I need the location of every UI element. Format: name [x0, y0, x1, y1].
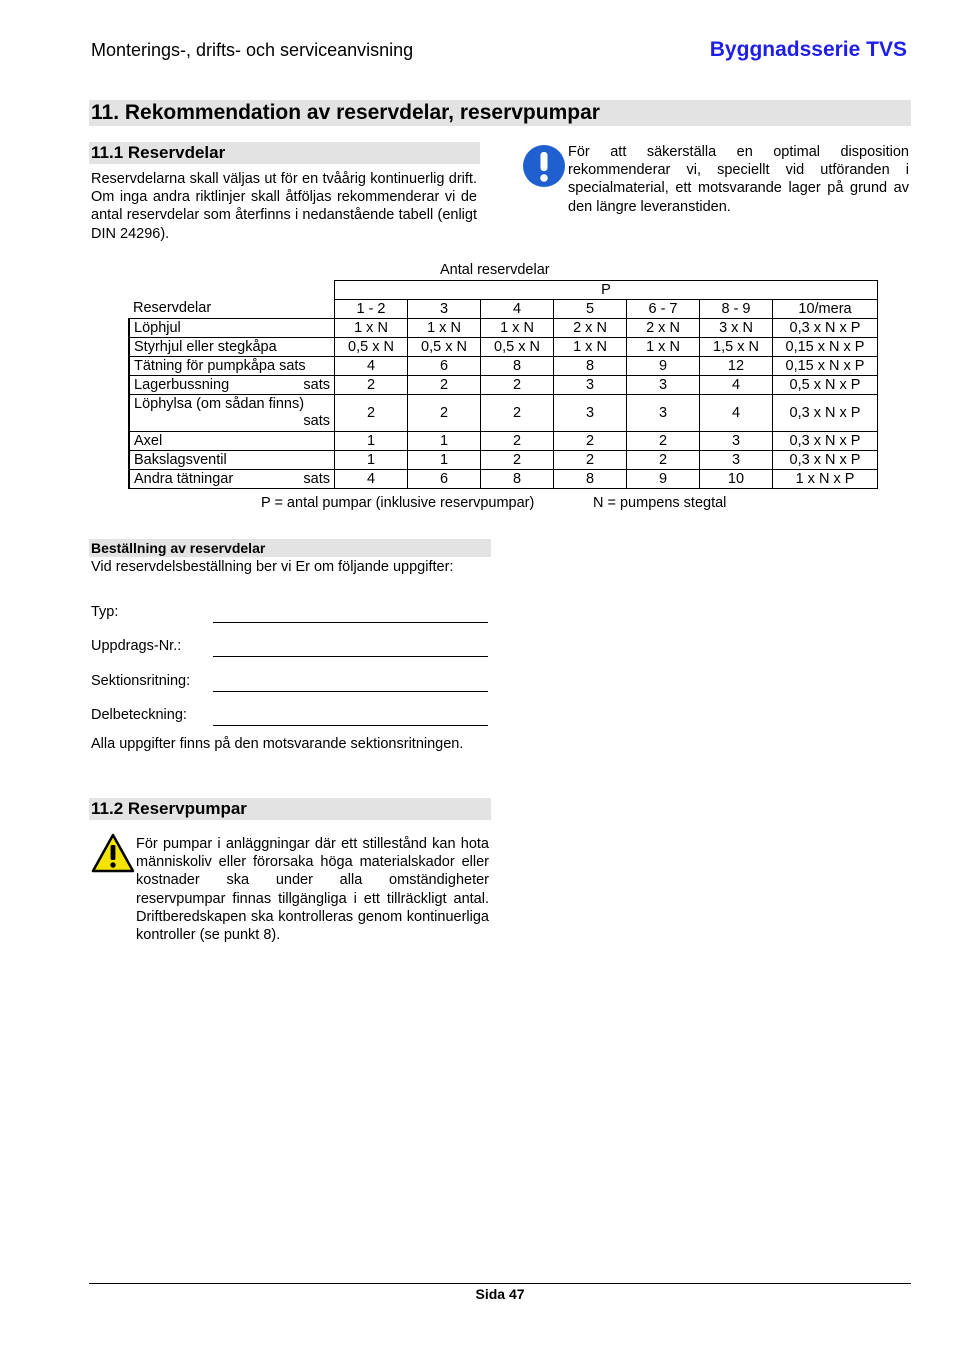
row-label-text: Löphjul — [134, 319, 181, 336]
table-cell: 9 — [627, 357, 700, 376]
column-header: 3 — [408, 300, 481, 319]
subsection-title-reservpumpar: 11.2 Reservpumpar — [89, 798, 491, 820]
p-header: P — [335, 281, 878, 300]
row-label — [129, 470, 335, 489]
table-header-p-row — [129, 281, 878, 300]
table-cell: 2 — [335, 395, 408, 432]
column-header: 6 - 7 — [627, 300, 700, 319]
footer-divider — [89, 1283, 911, 1284]
row-label-text: Tätning för pumpkåpa sats — [134, 357, 306, 374]
page-number: Sida 47 — [475, 1286, 525, 1302]
row-label-unit: sats — [303, 413, 330, 429]
document-header-series: Byggnadsserie TVS — [709, 38, 907, 61]
reservdelar-paragraph: Reservdelarna skall väljas ut för en tvåårig kontinuerlig drift. Om inga andra riktlinjer skall åtföljas rekommenderar vi de antal reservdelar som återfinns i nedanstående tabell (enligt DIN 24296). — [91, 171, 477, 242]
row-label — [129, 395, 335, 432]
subsection-title-reservdelar: 11.1 Reservdelar — [89, 142, 480, 164]
table-cell: 0,3 x N x P — [773, 432, 878, 451]
table-cell: 3 x N — [700, 319, 773, 338]
table-cell: 6 — [408, 357, 481, 376]
table-cell: 8 — [481, 357, 554, 376]
table-cell: 1 — [408, 451, 481, 470]
order-title: Beställning av reservdelar — [89, 539, 491, 557]
field-label-typ: Typ: — [91, 604, 119, 620]
column-header: 8 - 9 — [700, 300, 773, 319]
document-header-left: Monterings-, drifts- och serviceanvisning — [91, 40, 414, 60]
order-outro: Alla uppgifter finns på den motsvarande sektionsritningen. — [91, 736, 464, 752]
row-label-unit: sats — [303, 470, 330, 487]
field-input-delbeteckning[interactable] — [213, 725, 488, 726]
table-cell: 2 — [554, 451, 627, 470]
table-cell: 3 — [554, 395, 627, 432]
row-label-text: Löphylsa (om sådan finns) — [134, 396, 305, 412]
row-label-text: Bakslagsventil — [134, 451, 227, 468]
table-cell: 12 — [700, 357, 773, 376]
table-cell: 0,3 x N x P — [773, 319, 878, 338]
row-label-unit: sats — [303, 376, 330, 393]
table-cell: 2 — [335, 376, 408, 395]
row-label — [129, 319, 335, 338]
table-cell: 4 — [700, 376, 773, 395]
table-row — [129, 395, 878, 432]
table-row — [129, 319, 878, 338]
table-cell: 3 — [700, 432, 773, 451]
table-cell: 0,15 x N x P — [773, 338, 878, 357]
table-cell: 3 — [627, 376, 700, 395]
table-cell: 4 — [700, 395, 773, 432]
spare-parts-table — [128, 280, 878, 489]
legend-n: N = pumpens stegtal — [593, 495, 727, 511]
table-cell: 1 — [335, 432, 408, 451]
table-row — [129, 470, 878, 489]
table-cell: 1 x N — [408, 319, 481, 338]
table-row — [129, 338, 878, 357]
table-cell: 2 — [408, 395, 481, 432]
warning-triangle-icon — [91, 833, 135, 873]
field-label-sektionsritning: Sektionsritning: — [91, 673, 191, 689]
field-input-typ[interactable] — [213, 622, 488, 623]
table-cell: 1 x N — [335, 319, 408, 338]
row-label-text: Axel — [134, 432, 163, 449]
table-cell: 9 — [627, 470, 700, 489]
section-title: 11. Rekommendation av reservdelar, reservpumpar — [89, 100, 911, 126]
row-label — [129, 338, 335, 357]
table-cell: 1 — [335, 451, 408, 470]
table-row — [129, 451, 878, 470]
table-cell: 2 — [627, 432, 700, 451]
table-cell: 0,3 x N x P — [773, 395, 878, 432]
table-cell: 1,5 x N — [700, 338, 773, 357]
table-cell: 0,5 x N x P — [773, 376, 878, 395]
table-cell: 2 — [408, 376, 481, 395]
table-cell: 0,5 x N — [481, 338, 554, 357]
order-intro: Vid reservdelsbeställning ber vi Er om följande uppgifter: — [91, 559, 454, 575]
table-row — [129, 376, 878, 395]
table-cell: 2 — [481, 395, 554, 432]
table-cell: 8 — [554, 357, 627, 376]
column-header: 1 - 2 — [335, 300, 408, 319]
table-cell: 1 x N — [554, 338, 627, 357]
exclamation-circle-icon — [522, 144, 566, 188]
table-cell: 1 x N — [627, 338, 700, 357]
table-cell: 0,5 x N — [335, 338, 408, 357]
table-cell: 4 — [335, 470, 408, 489]
field-input-sektionsritning[interactable] — [213, 691, 488, 692]
table-cell: 1 x N x P — [773, 470, 878, 489]
table-cell: 0,5 x N — [408, 338, 481, 357]
legend-p: P = antal pumpar (inklusive reservpumpar) — [261, 495, 535, 511]
table-cell: 2 — [627, 451, 700, 470]
row-label — [129, 432, 335, 451]
table-caption: Antal reservdelar — [440, 262, 550, 278]
table-cell: 3 — [627, 395, 700, 432]
table-cell: 0,15 x N x P — [773, 357, 878, 376]
row-label-text: Andra tätningar — [134, 470, 234, 487]
field-input-uppdrags-nr[interactable] — [213, 656, 488, 657]
table-header-columns-row — [129, 300, 878, 319]
table-row — [129, 432, 878, 451]
column-header: 4 — [481, 300, 554, 319]
table-cell: 2 — [481, 376, 554, 395]
table-cell: 8 — [481, 470, 554, 489]
table-cell: 2 x N — [627, 319, 700, 338]
row-label-text: Lagerbussning — [134, 376, 230, 393]
table-cell: 1 x N — [481, 319, 554, 338]
table-cell: 2 — [481, 432, 554, 451]
warning-text: För pumpar i anläggningar där ett stillestånd kan hota människoliv eller förorsaka höga materialskador eller kostnader ska under alla omständigheter reservpumpar finnas tillgängliga i ett tillräckligt antal. Driftberedskapen ska kontrolleras genom kontinuerliga kontroller (se punkt 8). — [136, 836, 489, 944]
table-cell: 6 — [408, 470, 481, 489]
field-label-delbeteckning: Delbeteckning: — [91, 707, 187, 723]
table-cell: 2 — [481, 451, 554, 470]
column-header: 10/mera — [773, 300, 878, 319]
table-cell: 10 — [700, 470, 773, 489]
table-cell: 4 — [335, 357, 408, 376]
table-row — [129, 357, 878, 376]
field-label-uppdrags-nr: Uppdrags-Nr.: — [91, 638, 182, 654]
row-label — [129, 376, 335, 395]
table-cell: 3 — [554, 376, 627, 395]
table-cell: 2 x N — [554, 319, 627, 338]
info-note: För att säkerställa en optimal disposition rekommenderar vi, speciellt vid utföranden i specialmaterial, ett motsvarande lager på grund av den längre leveranstiden. — [568, 144, 909, 215]
row-label — [129, 357, 335, 376]
row-header: Reservdelar — [133, 300, 212, 317]
table-cell: 8 — [554, 470, 627, 489]
table-body — [129, 319, 878, 489]
column-header: 5 — [554, 300, 627, 319]
table-cell: 1 — [408, 432, 481, 451]
row-label-text: Styrhjul eller stegkåpa — [134, 338, 277, 355]
table-cell: 3 — [700, 451, 773, 470]
row-label — [129, 451, 335, 470]
table-cell: 0,3 x N x P — [773, 451, 878, 470]
table-cell: 2 — [554, 432, 627, 451]
